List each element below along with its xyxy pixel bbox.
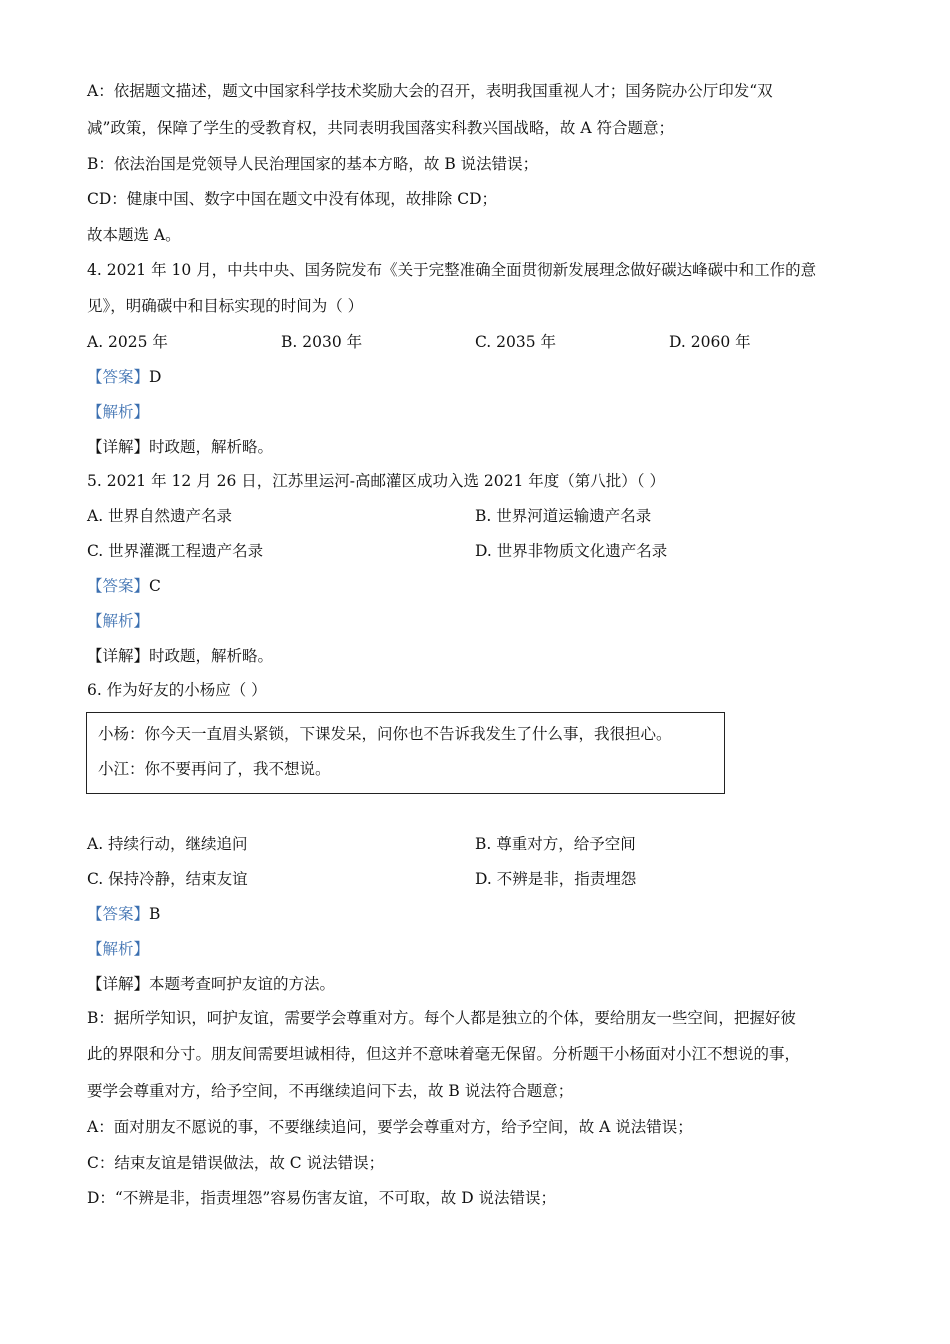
q4-detail-tag: 【详解】	[87, 438, 150, 456]
q4-answer	[87, 366, 161, 388]
q6-b-line2: 此的界限和分寸。朋友间需要坦诚相待，但这并不意味着毫无保留。分析题干小杨面对小江不想说的事，	[87, 1045, 801, 1063]
q5-answer-value: C	[149, 577, 161, 595]
q6-answer	[87, 903, 160, 925]
q6-detail-text: 本题考查呵护友谊的方法。	[149, 975, 336, 993]
q6-dialog-box	[86, 712, 725, 794]
q5-answer	[87, 575, 161, 597]
q6-b-line3: 要学会尊重对方，给予空间，不再继续追问下去，故 B 说法符合题意；	[87, 1082, 574, 1100]
q6-detail	[87, 973, 335, 995]
q5-analysis-tag: 【解析】	[87, 612, 150, 630]
q5-detail-tag: 【详解】	[87, 647, 150, 665]
q6-stem: 6. 作为好友的小杨应（ ）	[87, 681, 267, 699]
q6-dialog-line-xiaoyang: 小杨：你今天一直眉头紧锁，下课发呆，问你也不告诉我发生了什么事，我很担心。	[98, 725, 672, 743]
q5-option-d: D. 世界非物质文化遗产名录	[475, 542, 668, 560]
prev-analysis-conclusion: 故本题选 A。	[87, 226, 181, 244]
q5-detail-text: 时政题，解析略。	[149, 647, 274, 665]
q4-answer-tag: 【答案】	[87, 368, 150, 386]
q4-detail	[87, 436, 273, 458]
q4-option-a: A. 2025 年	[87, 333, 168, 351]
q4-analysis-tag: 【解析】	[87, 403, 150, 421]
q4-answer-value: D	[149, 368, 162, 386]
prev-analysis-a-line2: 减”政策，保障了学生的受教育权，共同表明我国落实科教兴国战略，故 A 符合题意；	[87, 119, 674, 137]
q4-detail-text: 时政题，解析略。	[149, 438, 274, 456]
q4-stem-line1: 4. 2021 年 10 月，中共中央、国务院发布《关于完整准确全面贯彻新发展理念做好碳达峰碳中和工作的意	[87, 261, 817, 279]
q5-answer-tag: 【答案】	[87, 577, 150, 595]
q6-option-b: B. 尊重对方，给予空间	[475, 835, 636, 853]
q6-option-c: C. 保持冷静，结束友谊	[87, 870, 248, 888]
prev-analysis-a-line1: A：依据题文描述，题文中国家科学技术奖励大会的召开，表明我国重视人才；国务院办公厅印发“双	[87, 82, 773, 100]
prev-analysis-b-line: B：依法治国是党领导人民治理国家的基本方略，故 B 说法错误；	[87, 155, 539, 173]
q4-option-b: B. 2030 年	[281, 333, 363, 351]
q5-option-a: A. 世界自然遗产名录	[87, 507, 233, 525]
q5-stem: 5. 2021 年 12 月 26 日，江苏里运河-高邮灌区成功入选 2021 年度（第八批）（ ）	[87, 472, 665, 490]
q5-option-c: C. 世界灌溉工程遗产名录	[87, 542, 264, 560]
q6-detail-tag: 【详解】	[87, 975, 150, 993]
q6-answer-value: B	[149, 905, 161, 923]
q5-detail	[87, 645, 273, 667]
q6-b-line1: B：据所学知识，呵护友谊，需要学会尊重对方。每个人都是独立的个体，要给朋友一些空间，把握好彼	[87, 1009, 796, 1027]
q6-analysis-tag: 【解析】	[87, 940, 150, 958]
q6-dialog-line-xiaojiang: 小江：你不要再问了，我不想说。	[98, 760, 331, 778]
q4-stem-line2: 见》，明确碳中和目标实现的时间为（ ）	[87, 297, 364, 315]
q6-option-a: A. 持续行动，继续追问	[87, 835, 248, 853]
q6-a-line: A：面对朋友不愿说的事，不要继续追问，要学会尊重对方，给予空间，故 A 说法错误；	[87, 1118, 693, 1136]
q6-answer-tag: 【答案】	[87, 905, 150, 923]
q5-option-b: B. 世界河道运输遗产名录	[475, 507, 652, 525]
q4-option-d: D. 2060 年	[669, 333, 751, 351]
q6-c-line: C：结束友谊是错误做法，故 C 说法错误；	[87, 1154, 385, 1172]
prev-analysis-cd-line: CD：健康中国、数字中国在题文中没有体现，故排除 CD；	[87, 190, 498, 208]
q4-option-c: C. 2035 年	[475, 333, 557, 351]
q6-option-d: D. 不辨是非，指责埋怨	[475, 870, 637, 888]
q6-d-line: D：“不辨是非，指责埋怨”容易伤害友谊，不可取，故 D 说法错误；	[87, 1189, 557, 1207]
